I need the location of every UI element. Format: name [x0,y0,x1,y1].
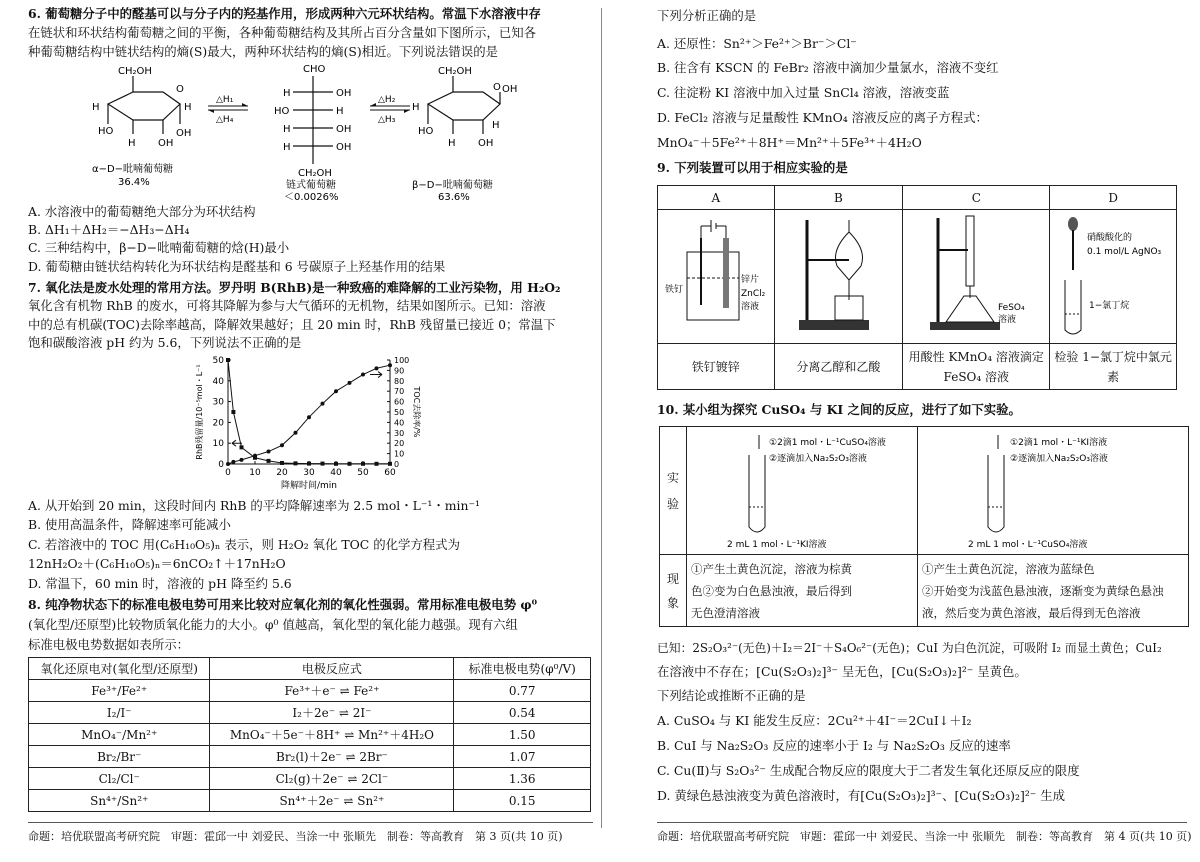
data-point [307,415,311,419]
purpose-c: 用酸性 KMnO₄ 溶液滴定 FeSO₄ 溶液 [903,344,1050,390]
q7-option-c[interactable]: C. 若溶液中的 TOC 用(C₆H₁₀O₅)ₙ 表示，则 H₂O₂ 氧化 TOC 的化学方程式为 [28,537,460,552]
q7-option-c-eq: 12nH₂O₂＋(C₆H₁₀O₅)ₙ＝6nCO₂↑＋17nH₂O [28,556,286,571]
svg-text:H: H [336,106,344,117]
q10-option-d[interactable]: D. 黄绿色悬浊液变为黄色溶液时，有[Cu(S₂O₃)₂]³⁻、[Cu(S₂O₃)₂]²⁻ 生成 [657,788,1066,803]
th-potential: 标准电极电势(φ⁰/V) [454,658,591,680]
footer-rule-right [657,822,1187,823]
q8-option-c[interactable]: C. 往淀粉 KI 溶液中加入过量 SnCl₄ 溶液，溶液变蓝 [657,85,950,100]
q10-known-2: 在溶液中不存在；[Cu(S₂O₃)₂]³⁻ 呈无色，[Cu(S₂O₃)₂]²⁻ 呈黄色。 [657,664,1027,679]
svg-text:溶液: 溶液 [998,315,1017,325]
chain-glucose-icon [293,76,333,164]
y2-axis-label: TOC去除率/% [412,386,421,438]
y-tick-label: 10 [212,439,224,450]
svg-text:OH: OH [478,138,494,149]
data-point [375,366,379,370]
purpose-d: 检验 1−氯丁烷中氯元素 [1050,344,1177,390]
footer-right: 命题：培优联盟高考研究院 审题：霍邱一中 刘爱民、当涂一中 张顺先 制卷：等高教育 第 4 页(共 10 页) [657,830,1192,843]
data-point [226,462,230,466]
q8-option-d[interactable]: D. FeCl₂ 溶液与足量酸性 KMnO₄ 溶液反应的离子方程式： [657,110,988,125]
svg-text:H: H [492,120,500,131]
obs2-line2: ②开始变为浅蓝色悬浊液，逐渐变为黄绿色悬浊 [922,583,1164,598]
svg-text:O: O [493,82,501,93]
data-point [388,363,392,367]
x-tick-label: 0 [225,468,231,478]
y2-tick-label: 30 [394,428,405,438]
table-row: Fe³⁺/Fe²⁺ Fe³⁺＋e⁻ ⇌ Fe²⁺ 0.77 [29,680,591,702]
data-point [231,410,235,414]
row-label-exp: 实验 [660,427,687,555]
data-point [226,358,230,362]
data-point [253,454,257,458]
obs2-line1: ①产生土黄色沉淀，溶液为蓝绿色 [922,561,1095,576]
svg-text:HO: HO [98,126,114,137]
data-point [361,462,365,466]
y2-tick-label: 0 [394,460,400,469]
svg-text:HO: HO [274,106,290,117]
q6-option-d[interactable]: D. 葡萄糖由链状结构转化为环状结构是醛基和 6 号碳原子上羟基作用的结果 [28,259,446,274]
alpha-ch2oh: CH₂OH [118,66,152,77]
q8-cont-title: 下列分析正确的是 [657,8,757,23]
q7-option-a[interactable]: A. 从开始到 20 min，这段时间内 RhB 的平均降解速率为 2.5 mol・L⁻¹・min⁻¹ [28,498,480,513]
table-row: Sn⁴⁺/Sn²⁺ Sn⁴⁺＋2e⁻ ⇌ Sn²⁺ 0.15 [29,790,591,812]
th-c: C [903,186,1050,210]
data-point [240,445,244,449]
svg-text:H: H [128,138,136,149]
q6-stem-3: 种葡萄糖结构中链状结构的熵(S)最大，两种环状结构的熵(S)相近。下列说法错误的是 [28,44,498,59]
table-row: MnO₄⁻/Mn²⁺ MnO₄⁻＋5e⁻＋8H⁺ ⇌ Mn²⁺＋4H₂O 1.50 [29,724,591,746]
footer-left: 命题：培优联盟高考研究院 审题：霍邱一中 刘爱民、当涂一中 张顺先 制卷：等高教育 第 3 页(共 10 页) [28,830,563,843]
obs1-line3: 无色澄清溶液 [691,605,760,620]
y-tick-label: 20 [212,418,224,429]
page-4 [657,0,1187,862]
chain-name: 链式葡萄糖 [286,180,336,191]
data-point [361,373,365,377]
q7-option-d[interactable]: D. 常温下，60 min 时，溶液的 pH 降至约 5.6 [28,576,292,591]
y-tick-label: 40 [212,376,224,387]
obs1-line1: ①产生土黄色沉淀，溶液为棕黄 [691,561,852,576]
x-tick-label: 30 [303,468,315,478]
q8-stem-1: 8. 纯净物状态下的标准电极电势可用来比较对应氧化剂的氧化性强弱。常用标准电极电势 φ⁰ [28,597,538,612]
svg-text:ZnCl₂: ZnCl₂ [740,289,766,299]
th-reaction: 电极反应式 [210,658,454,680]
x-tick-label: 40 [330,468,342,478]
purpose-b: 分离乙醇和乙酸 [774,344,903,390]
y-tick-label: 30 [212,397,224,408]
data-point [240,458,244,462]
svg-text:△H₃: △H₃ [378,115,396,125]
th-d: D [1050,186,1177,210]
chain-pct: ＜0.0026% [284,192,339,202]
y2-tick-label: 100 [394,356,410,365]
y2-tick-label: 60 [394,397,405,407]
th-a: A [658,186,775,210]
obs1-line2: 色②变为白色悬浊液，最后得到 [691,583,852,598]
q8-option-d-eq: MnO₄⁻＋5Fe²⁺＋8H⁺＝Mn²⁺＋5Fe³⁺＋4H₂O [657,135,922,150]
svg-text:CH₂OH: CH₂OH [298,168,332,179]
q10-option-c[interactable]: C. Cu(Ⅱ)与 S₂O₃²⁻ 生成配合物反应的限度大于二者发生氧化还原反应的限度 [657,763,1080,778]
data-point [294,461,298,465]
y-tick-label: 0 [218,460,224,470]
x-axis-label: 降解时间/min [280,481,338,491]
svg-text:硝酸酸化的: 硝酸酸化的 [1087,233,1133,243]
degradation-chart [168,352,428,496]
y2-tick-label: 80 [394,376,405,386]
y2-tick-label: 10 [394,449,405,459]
svg-text:CH₂OH: CH₂OH [438,66,472,77]
beta-ring-icon [428,76,500,134]
svg-text:铁钉: 铁钉 [664,285,683,295]
beta-pct: 63.6% [438,192,470,202]
svg-text:2 mL 1 mol・L⁻¹KI溶液: 2 mL 1 mol・L⁻¹KI溶液 [727,540,827,550]
q6-option-c[interactable]: C. 三种结构中，β−D−吡喃葡萄糖的焓(H)最小 [28,240,290,255]
data-point [307,462,311,466]
data-point [375,462,379,466]
q8-stem-2: (氧化型/还原型)比较物质氧化能力的大小。φ⁰ 值越高，氧化型的氧化能力越强。现有六组 [28,617,518,632]
q10-option-b[interactable]: B. CuI 与 Na₂S₂O₃ 反应的速率小于 I₂ 与 Na₂S₂O₃ 反应的速率 [657,738,1011,753]
svg-text:溶液: 溶液 [740,302,759,312]
q10-option-a[interactable]: A. CuSO₄ 与 KI 能发生反应：2Cu²⁺＋4I⁻＝2CuI↓＋I₂ [657,713,972,728]
y2-tick-label: 50 [394,408,405,417]
alpha-name: α−D−吡喃葡萄糖 [92,164,174,175]
y2-tick-label: 20 [394,439,405,449]
y-tick-label: 50 [212,356,224,366]
row-label-obs: 现象 [660,555,687,627]
svg-text:H: H [283,124,291,135]
data-point [280,461,284,465]
series-line-1 [228,360,390,464]
q10-known-1: 已知：2S₂O₃²⁻(无色)＋I₂＝2I⁻＋S₄O₆²⁻(无色)；CuI 为白色沉淀，可吸附 I₂ 而显土黄色；CuI₂ [657,641,1162,655]
data-point [267,459,271,463]
q9-stem: 9. 下列装置可以用于相应实验的是 [657,160,848,175]
svg-text:H: H [184,102,192,113]
x-tick-label: 10 [249,468,261,478]
data-point [294,431,298,435]
svg-text:△H₁: △H₁ [216,95,234,105]
q10-stem: 10. 某小组为探究 CuSO₄ 与 KI 之间的反应，进行了如下实验。 [657,402,1021,417]
svg-text:锌片: 锌片 [740,275,759,285]
svg-text:H: H [283,142,291,153]
q10-known-3: 下列结论或推断不正确的是 [657,688,806,703]
obs2-line3: 液，然后变为黄色溶液，最后得到无色溶液 [922,605,1141,620]
svg-text:H: H [283,88,291,99]
titration-apparatus-icon [908,210,1044,340]
svg-text:OH: OH [336,142,352,153]
svg-text:1−氯丁烷: 1−氯丁烷 [1089,301,1130,311]
data-point [321,402,325,406]
q6-option-a[interactable]: A. 水溶液中的葡萄糖绝大部分为环状结构 [28,204,256,219]
exp1-tube-icon [687,427,917,551]
y-axis-label: RhB残留量/10⁻⁵mol・L⁻¹ [195,364,204,460]
svg-text:FeSO₄: FeSO₄ [998,303,1025,313]
q6-stem-2: 在链状和环状结构葡萄糖之间的平衡，各种葡萄糖结构及其所占百分含量如下图所示，已知各 [28,25,537,40]
q8-stem-3: 标准电极电势数据如表所示： [28,637,190,652]
svg-text:OH: OH [176,128,192,139]
column-divider [601,8,602,828]
beta-name: β−D−吡喃葡萄糖 [412,180,493,191]
svg-text:△H₂: △H₂ [378,95,396,105]
data-point [348,462,352,466]
experiment-table [659,426,1189,627]
data-point [267,450,271,454]
separatory-funnel-icon [779,210,897,340]
glucose-structures [88,62,528,202]
q7-option-b[interactable]: B. 使用高温条件，降解速率可能减小 [28,517,231,532]
data-point [231,460,235,464]
footer-rule-left [28,822,593,823]
potential-table [28,657,591,812]
q6-stem-1: 6. 葡萄糖分子中的醛基可以与分子内的羟基作用，形成两种六元环状结构。常温下水溶液中存 [28,6,541,21]
data-point [348,381,352,385]
x-tick-label: 20 [276,468,288,478]
data-point [321,462,325,466]
apparatus-table [657,185,1177,390]
right-axis-arrow-icon [370,372,382,378]
series-line-2 [228,365,390,464]
svg-text:①2滴1 mol・L⁻¹KI溶液: ①2滴1 mol・L⁻¹KI溶液 [1010,438,1108,448]
svg-text:H: H [412,102,420,113]
q7-stem-1: 7. 氧化法是废水处理的常用方法。罗丹明 B(RhB)是一种致癌的难降解的工业污染物，用 H₂O₂ [28,280,561,295]
svg-text:H: H [92,102,100,113]
table-row: I₂/I⁻ I₂＋2e⁻ ⇌ 2I⁻ 0.54 [29,702,591,724]
th-b: B [774,186,903,210]
exp2-tube-icon [918,427,1188,551]
data-point [334,462,338,466]
svg-text:①2滴1 mol・L⁻¹CuSO₄溶液: ①2滴1 mol・L⁻¹CuSO₄溶液 [769,438,886,448]
svg-text:CHO: CHO [303,64,326,75]
x-tick-label: 60 [384,468,396,478]
svg-text:OH: OH [336,88,352,99]
electroplating-apparatus-icon [663,210,769,340]
data-point [388,462,392,466]
svg-text:H: H [448,138,456,149]
purpose-a: 铁钉镀锌 [658,344,775,390]
q7-stem-2: 氧化含有机物 RhB 的废水，可将其降解为参与大气循环的无机物，结果如图所示。已知：溶液 [28,298,546,313]
test-tube-dropper-icon [1055,210,1171,340]
q8-option-a[interactable]: A. 还原性：Sn²⁺＞Fe²⁺＞Br⁻＞Cl⁻ [657,36,857,51]
svg-text:②逐滴加入Na₂S₂O₃溶液: ②逐滴加入Na₂S₂O₃溶液 [1010,454,1108,464]
svg-text:O: O [176,84,184,95]
svg-text:2 mL 1 mol・L⁻¹CuSO₄溶液: 2 mL 1 mol・L⁻¹CuSO₄溶液 [968,540,1088,550]
svg-text:OH: OH [158,138,174,149]
svg-text:HO: HO [418,126,434,137]
q6-option-b[interactable]: B. ΔH₁＋ΔH₂＝−ΔH₃−ΔH₄ [28,222,190,237]
svg-text:OH: OH [502,84,518,95]
q8-option-b[interactable]: B. 往含有 KSCN 的 FeBr₂ 溶液中滴加少量氯水，溶液不变红 [657,60,999,75]
data-point [334,389,338,393]
svg-text:0.1 mol/L AgNO₃: 0.1 mol/L AgNO₃ [1087,247,1162,257]
y2-tick-label: 40 [394,418,405,428]
alpha-ring-icon [108,76,180,134]
x-tick-label: 50 [357,468,369,478]
page-3 [28,0,593,862]
y2-tick-label: 70 [394,387,405,397]
alpha-pct: 36.4% [118,177,150,188]
table-row: Cl₂/Cl⁻ Cl₂(g)＋2e⁻ ⇌ 2Cl⁻ 1.36 [29,768,591,790]
q7-stem-4: 饱和碳酸溶液 pH 约为 5.6，下列说法不正确的是 [28,335,302,350]
data-point [280,443,284,447]
svg-text:②逐滴加入Na₂S₂O₃溶液: ②逐滴加入Na₂S₂O₃溶液 [769,454,867,464]
table-row: Br₂/Br⁻ Br₂(l)＋2e⁻ ⇌ 2Br⁻ 1.07 [29,746,591,768]
svg-text:△H₄: △H₄ [216,115,234,125]
y2-tick-label: 90 [394,366,405,376]
th-couple: 氧化还原电对(氧化型/还原型) [29,658,210,680]
q7-stem-3: 中的总有机碳(TOC)去除率越高，降解效果越好；且 20 min 时，RhB 残留量已接近 0；常温下 [28,317,556,332]
svg-text:OH: OH [336,124,352,135]
